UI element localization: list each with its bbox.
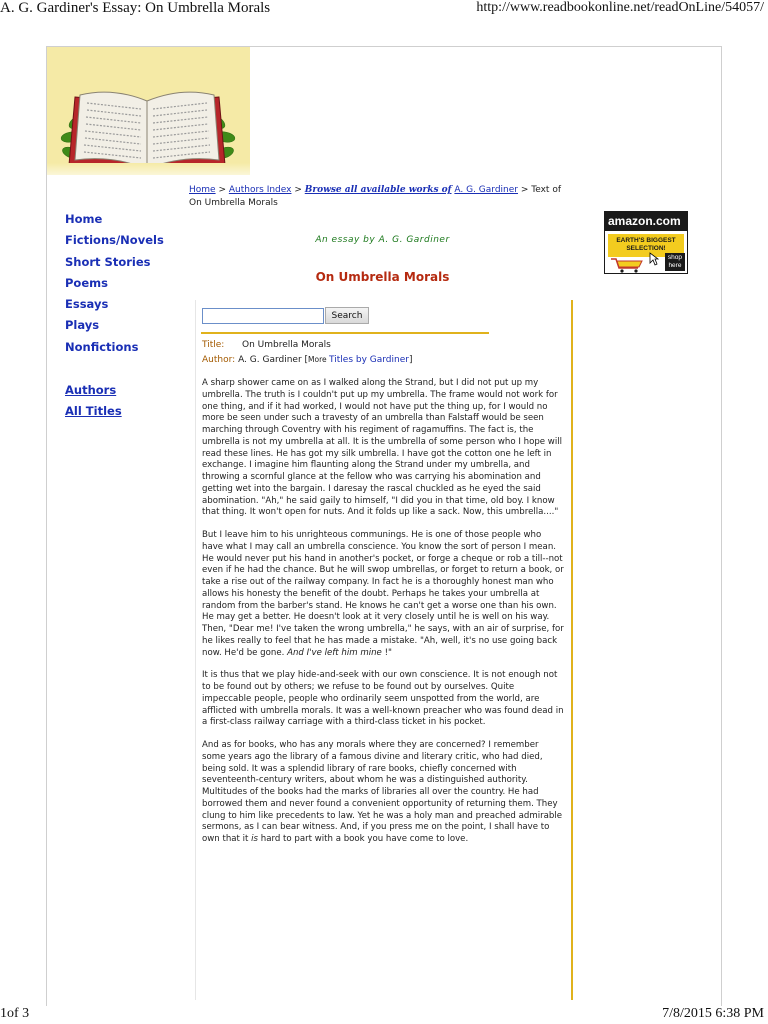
- paragraph-text: !": [381, 647, 392, 658]
- essay-byline: [190, 235, 575, 245]
- mouse-cursor-icon: [649, 252, 659, 266]
- title-label: Title:: [202, 340, 225, 350]
- more-close: ]: [408, 354, 413, 365]
- left-nav-secondary: [65, 381, 122, 423]
- paragraph-italic: And I've left him mine: [287, 647, 382, 658]
- amazon-cta-line2: here: [668, 262, 682, 269]
- nav-plays[interactable]: Plays: [65, 318, 100, 333]
- search-button[interactable]: Search: [325, 307, 369, 324]
- amazon-cta-line1: shop: [667, 254, 682, 261]
- nav-fictions-novels[interactable]: Fictions/Novels: [65, 233, 164, 248]
- print-page-title: A. G. Gardiner's Essay: On Umbrella Morals: [0, 0, 271, 16]
- amazon-tagline: EARTH'S BIGGEST SELECTION!: [608, 234, 684, 257]
- paragraph: It is thus that we play hide-and-seek with our own conscience. It is not enough not to be found out by others; we refuse to be found out by ourselves. Quite impeccable people, people who ordinarily seem unspotted from the world, are afflicted with umbrella morals. It was a well-known preacher who was found dead in a first-class railway carriage with a third-class ticket in his pocket.: [202, 670, 564, 728]
- paragraph-text: And as for books, who has any morals where they are concerned? I remember some years ago the library of a famous divine and literary critic, who had died, being sold. It was a splendid library of rare books, chiefly concerned with seventeenth-century writers, about whom he was a distinguished authority. Multitudes of the books had the marks of libraries all over the country. He had borrowed them and never found a convenient opportunity of returning them. They clung to him like precedents to law. Yet he was a holy man and preached admirable sermons, as I can bear witness. And, if you press me on the point, I shall have to own that it: [202, 740, 563, 844]
- author-row: [202, 353, 412, 368]
- print-datetime: 7/8/2015 6:38 PM: [662, 1006, 764, 1021]
- more-titles-link[interactable]: Titles by Gardiner: [329, 354, 409, 365]
- essay-body: [202, 378, 564, 857]
- nav-essays[interactable]: Essays: [65, 297, 109, 312]
- left-nav: [65, 210, 164, 359]
- logo-fade: [47, 163, 250, 175]
- breadcrumb-author-link[interactable]: A. G. Gardiner: [454, 185, 518, 195]
- nav-home[interactable]: Home: [65, 212, 103, 226]
- paragraph-text: But I leave him to his unrighteous communings. He is one of those people who have what I may call an umbrella conscience. You know the sort of person I mean. He would never put his hand in another's pocket, or forge a cheque or rob a till--not even if he had the chance. But he will swop umbrellas, or forget to return a book, or take a rise out of the railway company. In fact he is a thoroughly honest man who allows his honesty the benefit of the doubt. Perhaps he takes your umbrella at random from the barber's stand. He knows he can't get a worse one than his own. He may get a better. He doesn't look at it very closely until he is well on his way. Then, "Dear me! I've taken the wrong umbrella," he says, with an air of surprise, for he likes really to feel that he has made a mistake. "Ah, well, it's no use going back now. He'd be gone.: [202, 530, 564, 658]
- print-url: http://www.readbookonline.net/readOnLine/54057/: [476, 0, 764, 15]
- breadcrumb-current: > Text of On Umbrella Morals: [189, 185, 562, 208]
- work-metadata: [202, 339, 412, 367]
- nav-authors[interactable]: Authors: [65, 383, 117, 397]
- more-prefix: More: [308, 354, 330, 364]
- author-label: Author:: [202, 354, 236, 365]
- essay-byline-prefix: An essay by: [315, 235, 379, 245]
- paragraph: [202, 740, 564, 846]
- paragraph-text: hard to part with a book you have come to love.: [258, 834, 469, 844]
- page-title: On Umbrella Morals: [315, 270, 450, 284]
- breadcrumb: [189, 184, 569, 210]
- nav-all-titles[interactable]: All Titles: [65, 404, 122, 418]
- nav-nonfictions[interactable]: Nonfictions: [65, 339, 139, 354]
- title-value: On Umbrella Morals: [242, 340, 331, 350]
- paragraph: A sharp shower came on as I walked along the Strand, but I did not put up my umbrella. The truth is I couldn't put up my umbrella. The frame would not work for one thing, and if it had worked, I would not have put the thing up, for I would no more be seen under such a travesty of an umbrella than Falstaff would be seen marching through Coventry with his regiment of ragamuffins. The fact is, the umbrella is not my umbrella at all. It is the umbrella of some person who I hope will read these lines. He has got my silk umbrella. I have got the cotton one he left in exchange. I imagine him flaunting along the Strand under my umbrella, and throwing a scornful glance at the fellow who was carrying his abomination and getting wet into the bargain. I daresay the rascal chuckled as he eyed the said abomination. "Ah," he said gaily to himself, "I did you in that time, old boy. I know that thing. It won't open for nuts. And it folds up like a sack. Now, this umbrella....": [202, 378, 562, 518]
- print-page-number: 1of 3: [0, 1006, 30, 1021]
- amazon-ad-banner[interactable]: [604, 211, 688, 274]
- open-book-logo-icon: [47, 47, 250, 175]
- breadcrumb-separator: >: [215, 185, 229, 195]
- paragraph-italic: is: [251, 834, 259, 844]
- author-value: A. G. Gardiner: [238, 354, 302, 365]
- divider: [201, 332, 489, 334]
- breadcrumb-browse-link[interactable]: Browse all available works of: [304, 185, 452, 195]
- nav-poems[interactable]: Poems: [65, 275, 108, 290]
- site-logo[interactable]: [47, 47, 250, 175]
- more-open: [: [301, 354, 309, 365]
- title-row: [202, 339, 412, 353]
- amazon-shop-here-button[interactable]: [665, 253, 685, 271]
- paragraph: [202, 530, 564, 659]
- search-input[interactable]: [202, 308, 324, 324]
- breadcrumb-authors-index-link[interactable]: Authors Index: [228, 185, 292, 195]
- amazon-brand: amazon.com: [605, 212, 687, 231]
- breadcrumb-home-link[interactable]: Home: [189, 185, 216, 195]
- shopping-cart-icon: [610, 257, 646, 273]
- breadcrumb-separator: >: [291, 185, 305, 195]
- nav-short-stories[interactable]: Short Stories: [65, 254, 151, 269]
- essay-byline-author: A. G. Gardiner: [378, 235, 450, 245]
